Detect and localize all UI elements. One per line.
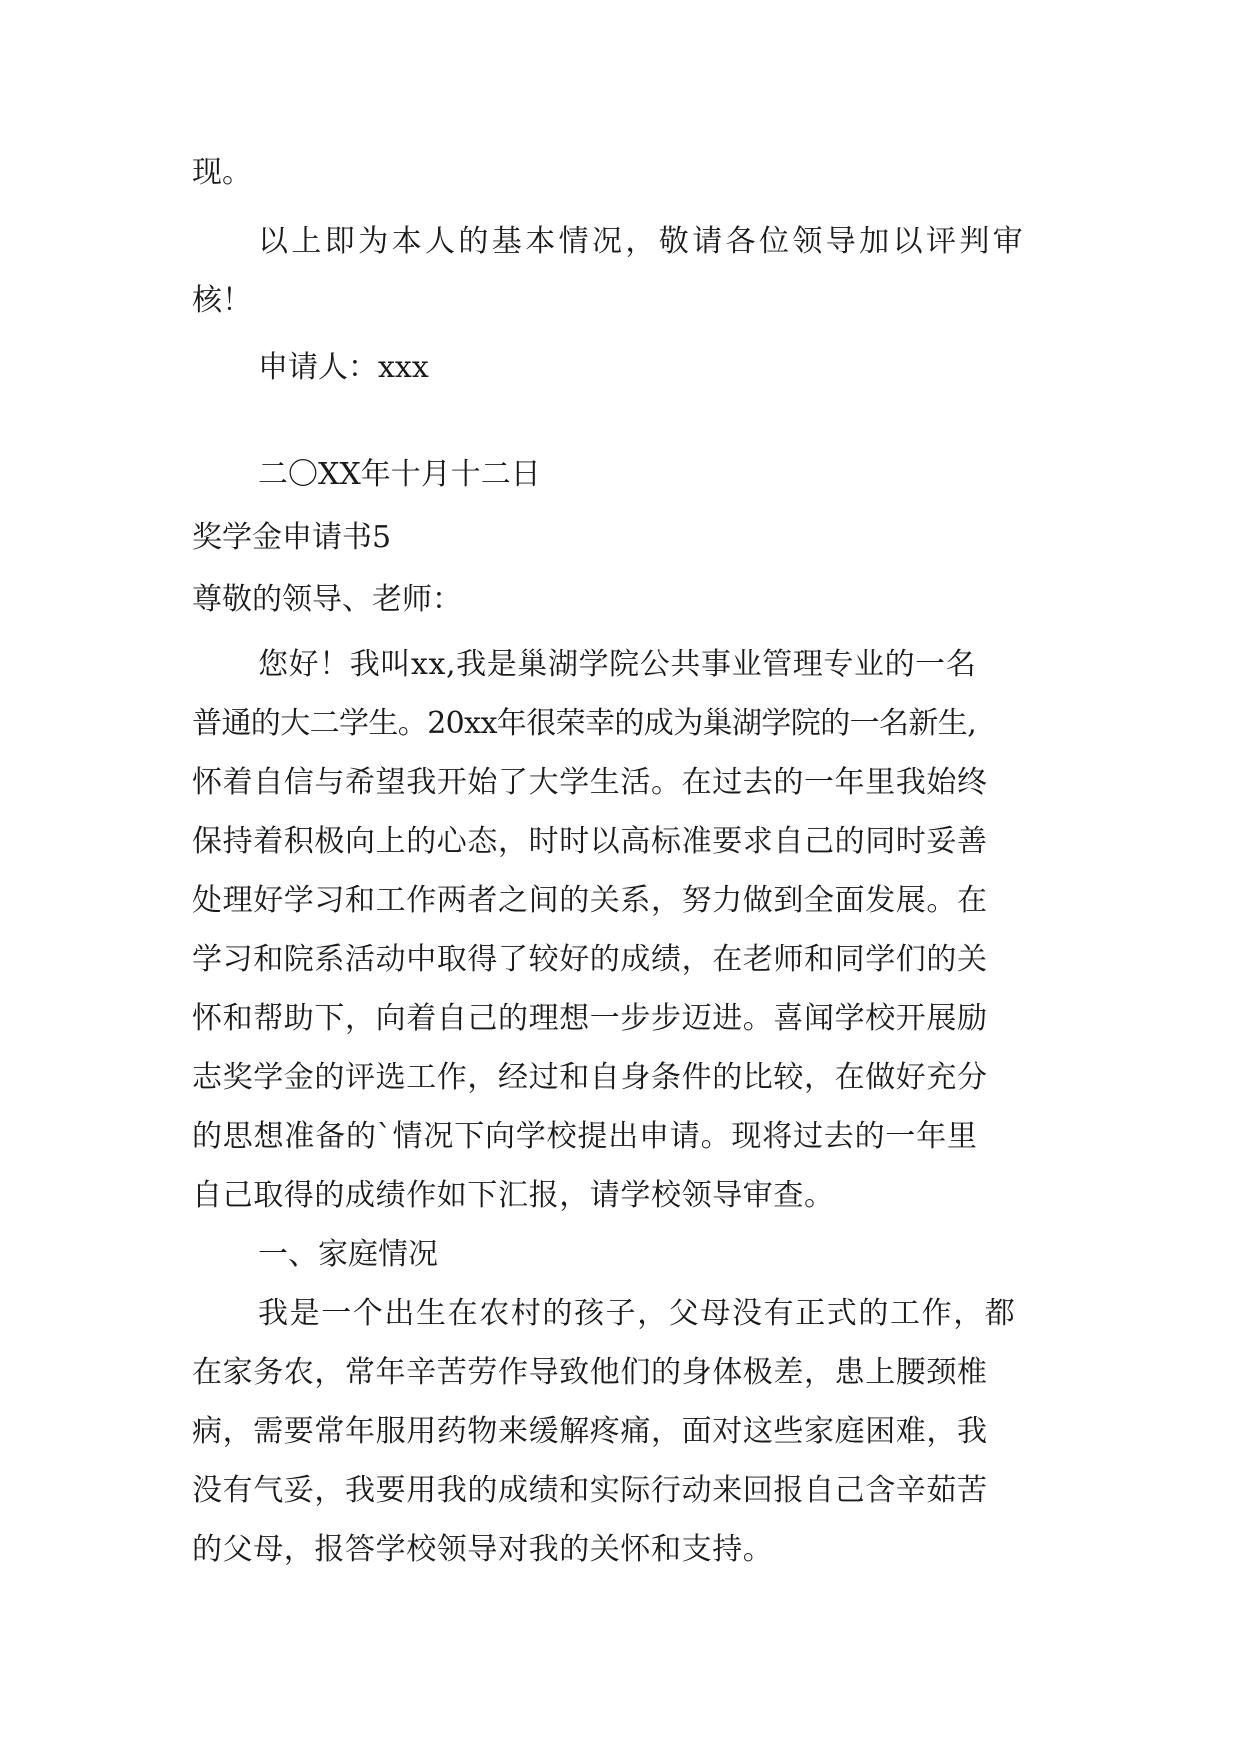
signature-line: 申请人：xxx [258, 350, 429, 385]
text-line: 自己取得的成绩作如下汇报，请学校领导审查。 [192, 1178, 835, 1213]
text-line: 的父母，报答学校领导对我的关怀和支持。 [192, 1532, 774, 1567]
text-line: 怀和帮助下，向着自己的理想一步步迈进。喜闻学校开展励 [192, 1001, 988, 1036]
section-heading: 一、家庭情况 [258, 1237, 438, 1272]
text-line: 在家务农，常年辛苦劳作导致他们的身体极差，患上腰颈椎 [192, 1355, 988, 1390]
text-line: 我是一个出生在农村的孩子，父母没有正式的工作，都 [258, 1296, 1017, 1331]
text-line: 以上即为本人的基本情况，敬请各位领导加以评判审 [258, 224, 1027, 259]
document-title: 奖学金申请书5 [192, 520, 392, 555]
text-line: 志奖学金的评选工作，经过和自身条件的比较，在做好充分 [192, 1060, 988, 1095]
text-line: 核！ [192, 283, 252, 318]
text-line: 学习和院系活动中取得了较好的成绩，在老师和同学们的关 [192, 942, 988, 977]
text-line: 病，需要常年服用药物来缓解疼痛，面对这些家庭困难，我 [192, 1414, 988, 1449]
text-line: 保持着积极向上的心态，时时以高标准要求自己的同时妥善 [192, 824, 988, 859]
text-line: 的思想准备的`情况下向学校提出申请。现将过去的一年里 [192, 1119, 978, 1154]
text-line: 没有气妥，我要用我的成绩和实际行动来回报自己含辛茹苦 [192, 1473, 988, 1508]
salutation: 尊敬的领导、老师： [192, 582, 462, 617]
text-line: 普通的大二学生。20xx年很荣幸的成为巢湖学院的一名新生, [192, 706, 977, 741]
text-line: 您好！我叫xx,我是巢湖学院公共事业管理专业的一名 [258, 647, 977, 682]
date-line: 二〇XX年十月十二日 [258, 457, 541, 492]
text-line: 现。 [192, 155, 252, 190]
text-line: 处理好学习和工作两者之间的关系，努力做到全面发展。在 [192, 883, 988, 918]
text-line: 怀着自信与希望我开始了大学生活。在过去的一年里我始终 [192, 765, 988, 800]
